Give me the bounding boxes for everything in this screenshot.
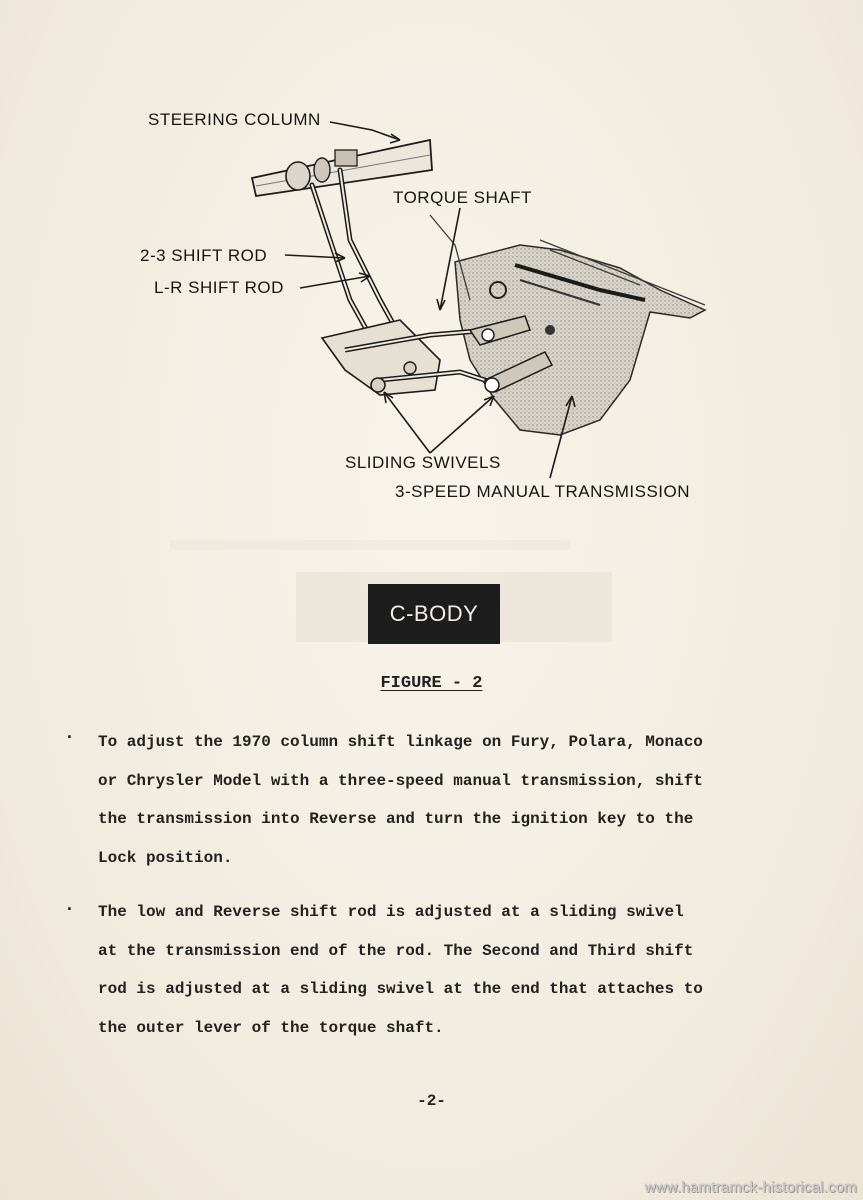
label-torque-shaft: TORQUE SHAFT	[393, 188, 532, 207]
paragraph-line: To adjust the 1970 column shift linkage on Fury, Polara, Monaco	[98, 733, 703, 751]
label-steering-column: STEERING COLUMN	[148, 110, 321, 129]
paragraph-shift-linkage	[98, 723, 828, 877]
paragraph-line: The low and Reverse shift rod is adjusted at a sliding swivel	[98, 903, 684, 921]
figure-caption-text: FIGURE - 2	[380, 674, 483, 693]
label-2-3-shift-rod: 2-3 SHIFT ROD	[140, 246, 268, 265]
linkage-illustration	[0, 0, 863, 560]
label-transmission: 3-SPEED MANUAL TRANSMISSION	[395, 482, 691, 501]
site-watermark: www.hamtramck-historical.com	[644, 1179, 857, 1196]
page-number: -2-	[417, 1092, 446, 1110]
paragraph-line: rod is adjusted at a sliding swivel at the end that attaches to	[98, 980, 703, 998]
paragraph-bullet: .	[64, 896, 75, 916]
paragraph-line: the transmission into Reverse and turn the ignition key to the	[98, 810, 694, 828]
figure-caption	[0, 674, 863, 693]
paragraph-shift-rod-adjustment	[98, 893, 828, 1047]
label-sliding-swivels: SLIDING SWIVELS	[345, 453, 501, 472]
paragraph-line: or Chrysler Model with a three-speed manual transmission, shift	[98, 771, 703, 790]
paragraph-bullet: .	[64, 724, 75, 744]
label-l-r-shift-rod: L-R SHIFT ROD	[154, 278, 284, 297]
body-type-badge: C-BODY	[368, 584, 500, 644]
paragraph-line: at the transmission end of the rod. The Second and Third shift	[98, 941, 694, 960]
paragraph-line: the outer lever of the torque shaft.	[98, 1018, 444, 1037]
paragraph-line: Lock position.	[98, 848, 233, 867]
